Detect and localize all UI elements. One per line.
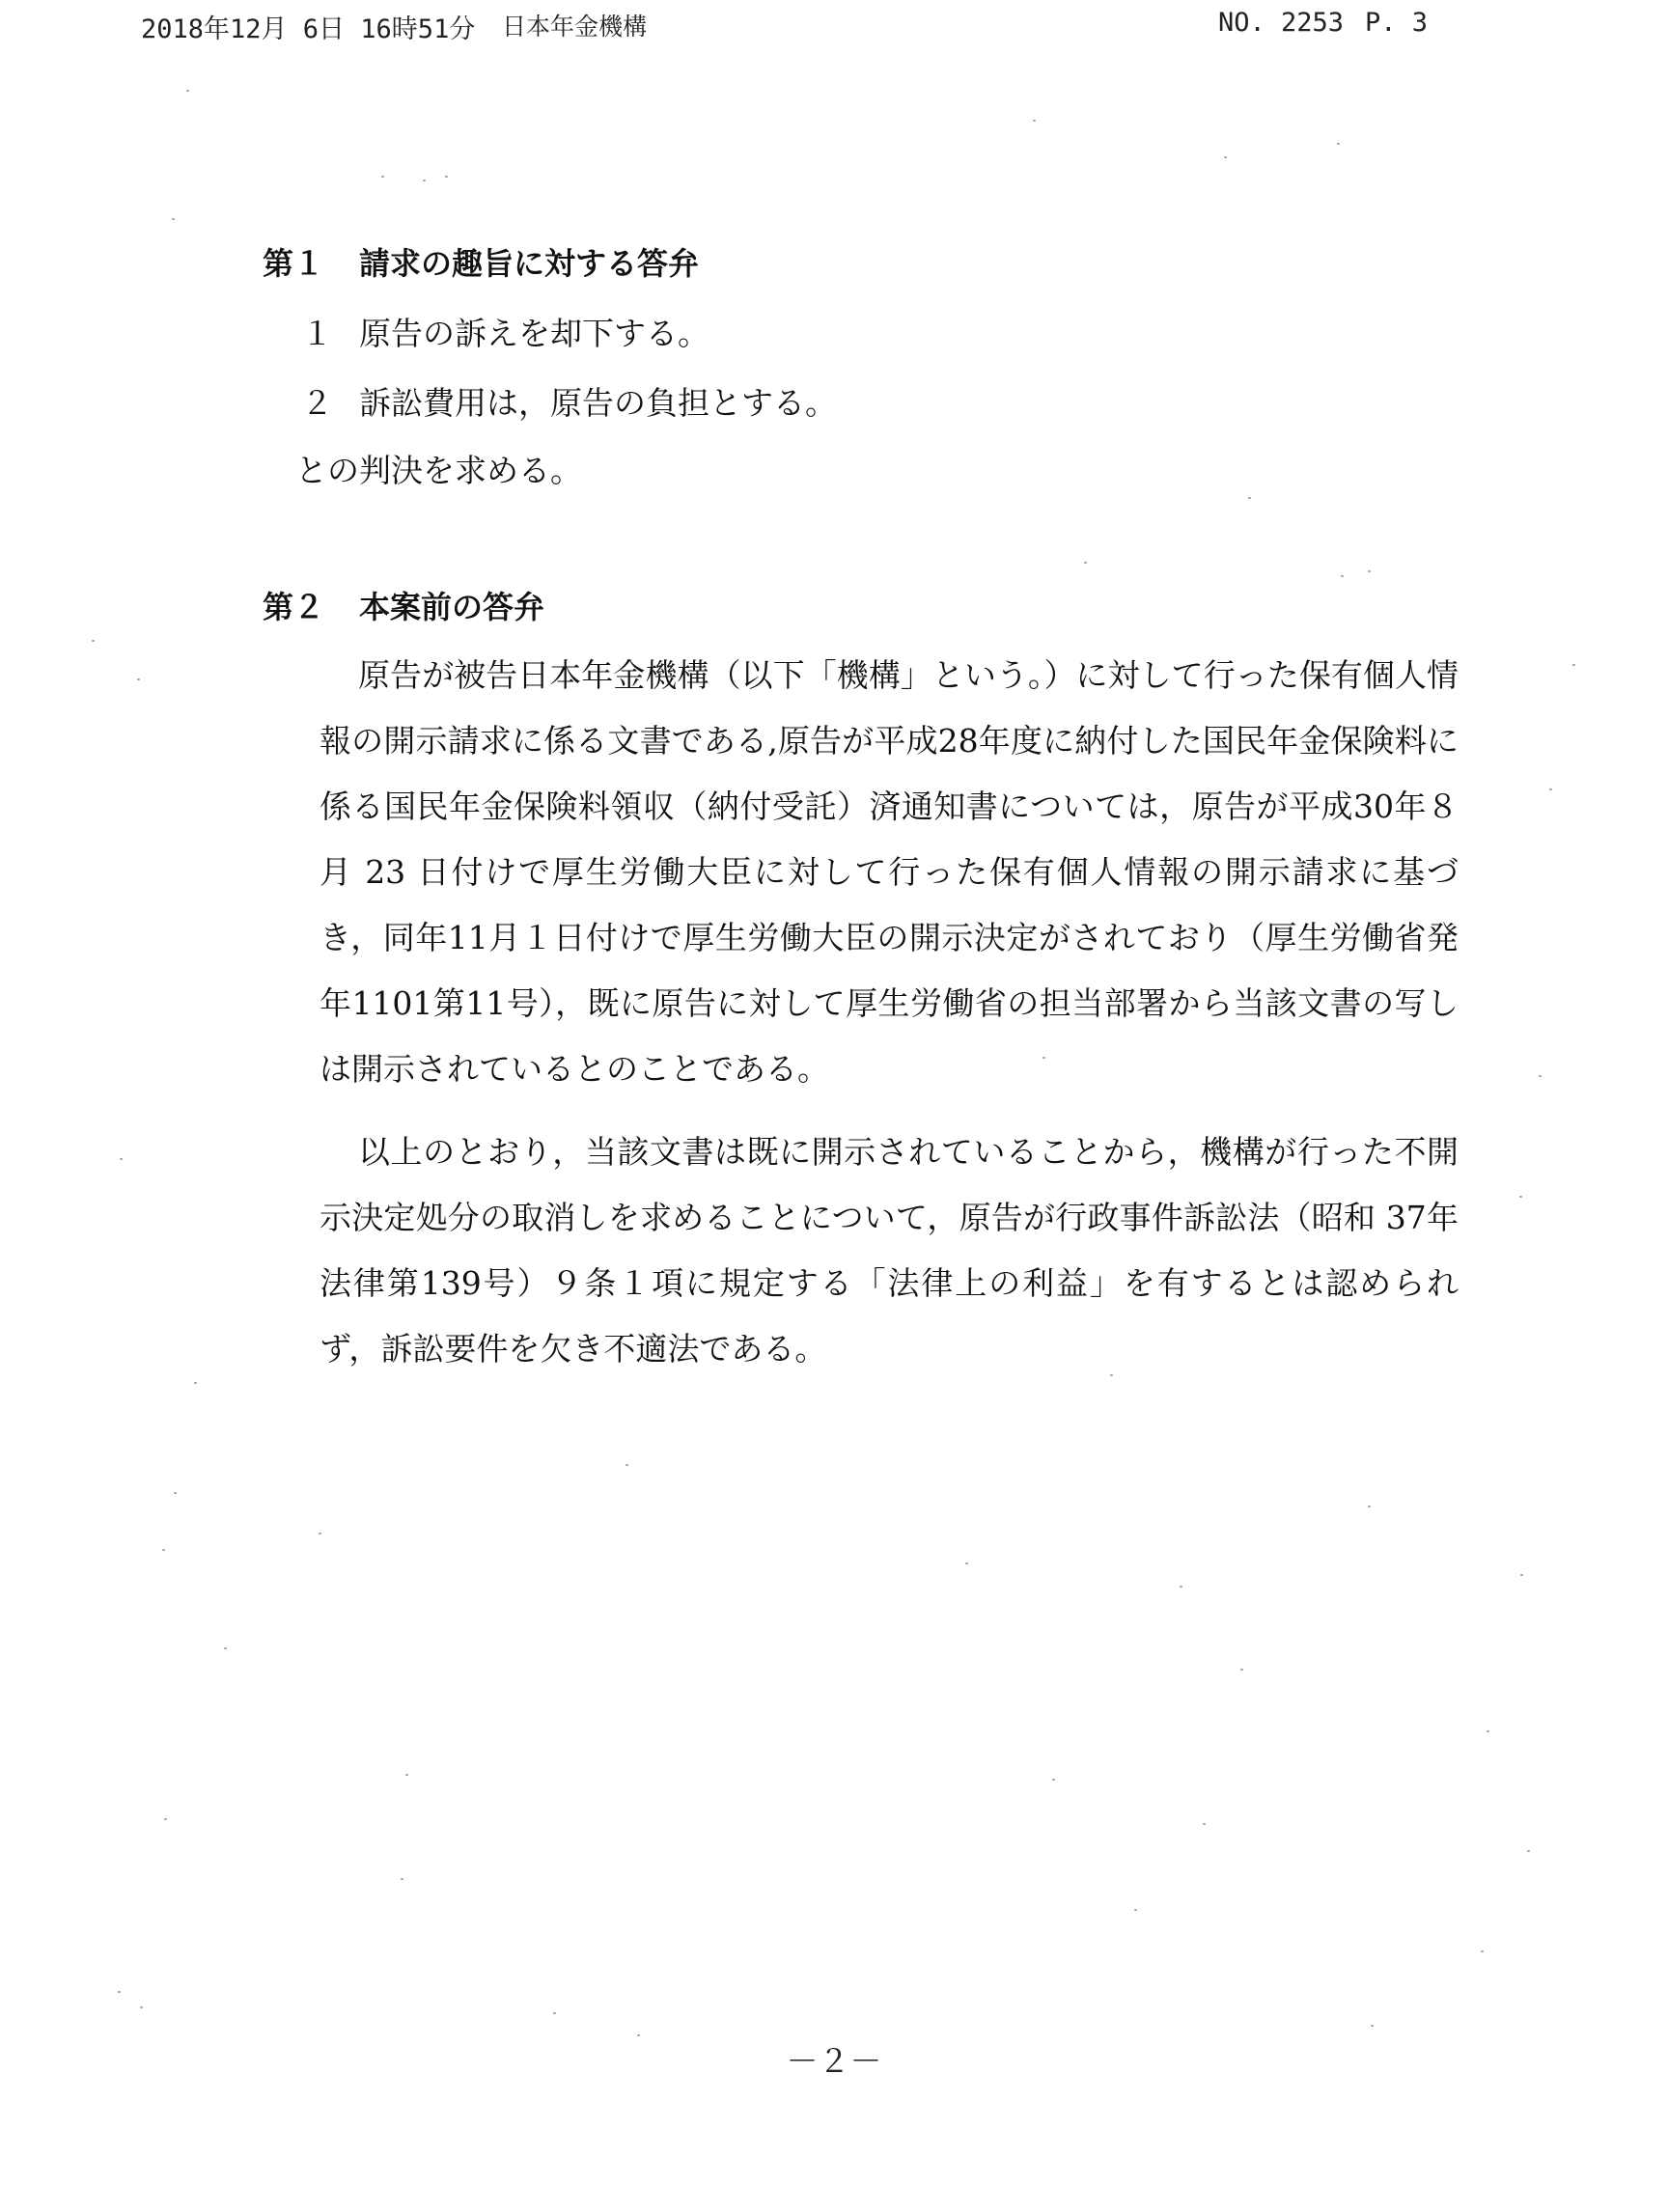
- section1-heading-text: 請求の趣旨に対する答弁: [359, 245, 700, 282]
- fax-page: P. 3: [1365, 8, 1429, 38]
- fax-date: 2018年12月 6日 16時51分: [141, 14, 476, 44]
- fax-sender: 日本年金機構: [502, 13, 648, 41]
- section2-heading-text: 本案前の答弁: [359, 589, 545, 625]
- section2-heading: [263, 583, 544, 627]
- section2-heading-num: 第２: [263, 589, 325, 625]
- fax-header: [0, 8, 1668, 46]
- section2-paragraph-1: 原告が被告日本年金機構（以下「機構」という。）に対して行った保有個人情報の開示請求に係る文書である,原告が平成28年度に納付した国民年金保険料に係る国民年金保険料領収（納付受託）済通知書については，原告が平成30年８月 23 日付けで厚生労働大臣に対して行った保有個人情報の開示請求に基づき，同年11月１日付けで厚生労働大臣の開示決定がされており（厚生労働省発年1101第11号），既に原告に対して厚生労働省の担当部署から当該文書の写しは開示されているとのことである。: [320, 656, 1459, 1088]
- list-item: [301, 378, 837, 424]
- list-item: [301, 309, 709, 354]
- page-number: －２－: [786, 2042, 882, 2080]
- fax-number: NO. 2253: [1218, 8, 1345, 38]
- list-item-num: ２: [301, 384, 333, 422]
- list-item-text: 原告の訴えを却下する。: [359, 315, 709, 352]
- section2-paragraph-2: 以上のとおり，当該文書は既に開示されていることから，機構が行った不開示決定処分の取消しを求めることについて，原告が行政事件訴訟法（昭和 37年法律第139号）９条１項に規定する「法律上の利益」を有するとは認められず，訴訟要件を欠き不適法である。: [320, 1133, 1459, 1368]
- list-item-num: １: [301, 315, 333, 352]
- list-item-text: 訴訟費用は，原告の負担とする。: [359, 384, 837, 422]
- section1-heading: [263, 239, 699, 284]
- section1-closing: との判決を求める。: [295, 452, 582, 489]
- section1-heading-num: 第１: [263, 245, 325, 282]
